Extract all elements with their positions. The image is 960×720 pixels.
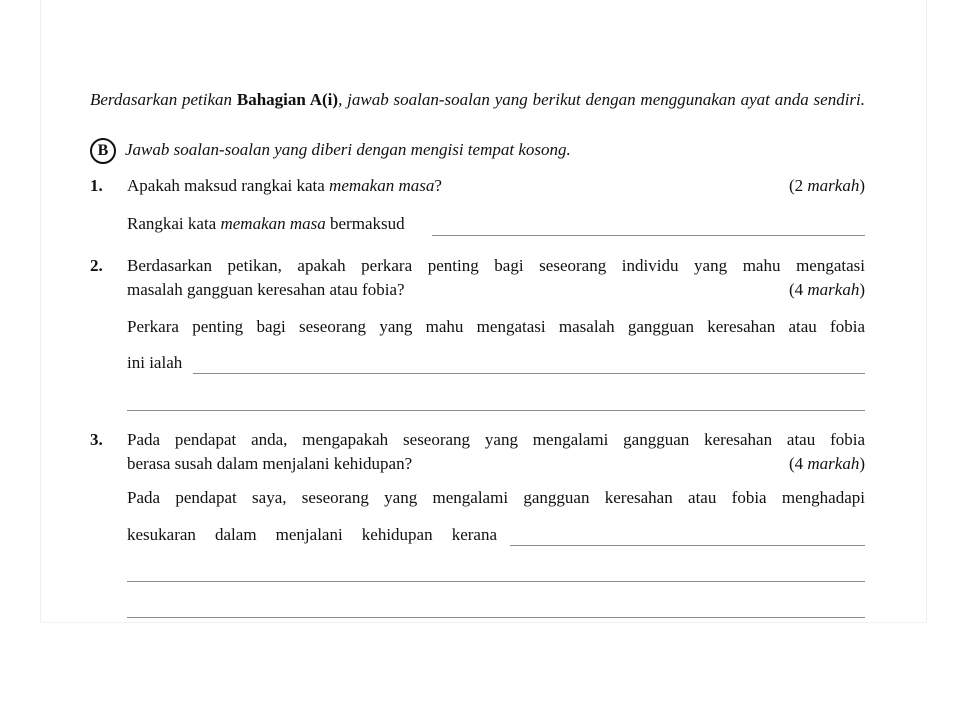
q3-answer-prompt-1: Pada pendapat saya, seseorang yang mengalami gangguan keresahan atau fobia menghadapi [127,488,865,507]
q2-line1: Berdasarkan petikan, apakah perkara penting bagi seseorang individu yang mahu mengatasi [127,256,865,275]
q2-answer-prompt-2: ini ialah [127,353,183,372]
section-instruction: Jawab soalan-soalan yang diberi dengan mengisi tempat kosong. [125,140,571,159]
q1-answer-prompt: Rangkai kata memakan masa bermaksud [127,214,405,233]
q1-marks: (2 markah) [788,176,865,195]
q3-line2: berasa susah dalam menjalani kehidupan? [127,454,413,473]
q1-answer-line[interactable] [432,235,865,236]
section-b-badge: B [90,138,116,164]
q2-number: 2. [90,256,103,275]
q2-answer-line[interactable] [127,410,865,411]
q3-marks: (4 markah) [788,454,865,473]
q2-answer-prompt-1: Perkara penting bagi seseorang yang mahu mengatasi masalah gangguan keresahan atau fobia [127,317,865,336]
q3-line1: Pada pendapat anda, mengapakah seseorang yang mengalami gangguan keresahan atau fobia [127,430,865,449]
instruction: Berdasarkan petikan Bahagian A(i), jawab soalan-soalan yang berikut dengan menggunakan ayat anda sendiri. [90,90,865,109]
q3-answer-line[interactable] [127,617,865,618]
q3-answer-line[interactable] [127,581,865,582]
q2-marks: (4 markah) [788,280,865,299]
q3-number: 3. [90,430,103,449]
q3-answer-line[interactable] [510,545,865,546]
q1-text: Apakah maksud rangkai kata memakan masa? [127,176,442,195]
q2-line2: masalah gangguan keresahan atau fobia? [127,280,405,299]
q1-number: 1. [90,176,103,195]
q2-answer-line[interactable] [193,373,865,374]
q3-answer-prompt-2: kesukaran dalam menjalani kehidupan kerana [127,525,497,544]
